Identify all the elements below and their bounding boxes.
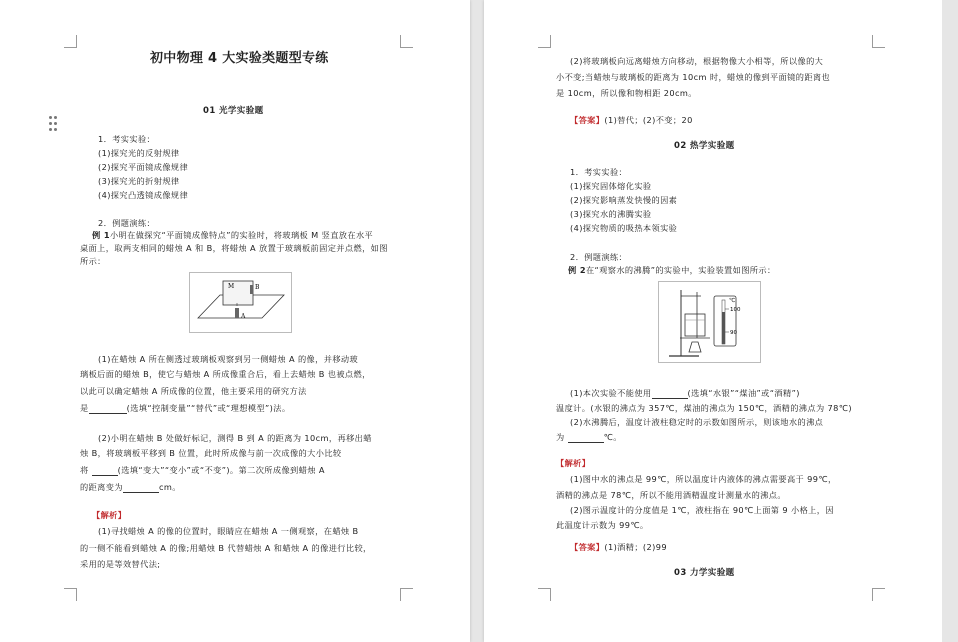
solution-line: 是 10cm，所以像和物相距 20cm。 — [556, 88, 697, 98]
section-heading-thermal: 02 热学实验题 — [674, 141, 735, 151]
boiling-experiment-figure — [658, 281, 761, 363]
analysis-label: 【解析】 — [556, 458, 591, 468]
question-1-line: 是 (选填“控制变量”“替代”或“理想模型”)法。 — [80, 403, 291, 413]
question-1-line: (1)本次实验不能使用 (选填“水银”“煤油”或“酒精”) — [570, 388, 800, 398]
section-heading-mechanics: 03 力学实验题 — [674, 568, 735, 578]
question-2-line: 将 (选填“变大”“变小”或“不变”)。第二次所成像到蜡烛 A — [80, 465, 325, 475]
example-1-line: 桌面上，取两支相同的蜡烛 A 和 B，将蜡烛 A 放置于玻璃板前固定并点燃，如图 — [80, 243, 388, 253]
exam-heading: 1．考实实验： — [98, 134, 156, 144]
example-1-line: 所示： — [80, 256, 106, 266]
example-label: 例 2 — [568, 265, 586, 275]
figure-label-a: A — [241, 313, 246, 320]
answer-blank — [568, 433, 604, 443]
question-1-line: 温度计。(水银的沸点为 357℃，煤油的沸点为 150℃，酒精的沸点为 78℃) — [556, 403, 852, 413]
answer-blank — [89, 404, 127, 414]
answer-2-line: 【答案】(1)酒精；(2)99 — [570, 542, 667, 552]
question-2-line: 的距离变为 cm。 — [80, 482, 181, 492]
question-1-line: 璃板后面的蜡烛 B，使它与蜡烛 A 所成像重合后，看上去蜡烛 B 也被点燃， — [80, 369, 371, 379]
practice-heading: 2．例题演练： — [98, 218, 156, 228]
figure-label-b: B — [255, 284, 260, 291]
margin-mark-bottom-right — [872, 588, 885, 601]
exam-heading: 1．考实实验： — [570, 167, 628, 177]
answer-1-line: 【答案】(1)替代；(2)不变；20 — [570, 115, 693, 125]
document-page-2 — [484, 0, 942, 642]
analysis-label: 【解析】 — [92, 510, 127, 520]
solution-line: 小不变;当蜡烛与玻璃板的距离为 10cm 时，蜡烛的像到平面镜的距离也 — [556, 72, 831, 82]
vertical-scrollbar[interactable] — [942, 0, 958, 642]
exam-item: (2)探究平面镜成像规律 — [98, 162, 189, 172]
margin-mark-top-left — [64, 35, 77, 48]
question-2-line: (2)小明在蜡烛 B 处做好标记，测得 B 到 A 的距离为 10cm，再移出蜡 — [98, 433, 372, 443]
exam-item: (1)探究光的反射规律 — [98, 148, 180, 158]
exam-item: (1)探究固体熔化实验 — [570, 181, 652, 191]
analysis-line: 的一侧不能看到蜡烛 A 的像;用蜡烛 B 代替蜡烛 A 和蜡烛 A 的像进行比较， — [80, 543, 372, 553]
question-2-line: 为 ℃。 — [556, 432, 622, 442]
question-2-line: 烛 B，将玻璃板平移到 B 位置，此时所成像与前一次成像的大小比较 — [80, 448, 342, 458]
analysis-line: 此温度计示数为 99℃。 — [556, 520, 649, 530]
analysis-line: 酒精的沸点是 78℃，所以不能用酒精温度计测量水的沸点。 — [556, 490, 786, 500]
answer-label: 【答案】 — [570, 115, 605, 125]
practice-heading: 2．例题演练： — [570, 252, 628, 262]
margin-mark-top-right — [400, 35, 413, 48]
margin-mark-bottom-left — [64, 588, 77, 601]
exam-item: (2)探究影响蒸发快慢的因素 — [570, 195, 678, 205]
answer-label: 【答案】 — [570, 542, 605, 552]
answer-blank — [123, 483, 159, 493]
thermometer-tick-90: 90 — [730, 330, 737, 336]
exam-item: (3)探究水的沸腾实验 — [570, 209, 652, 219]
thermometer-unit-label: ℃ — [729, 298, 736, 304]
analysis-line: (2)图示温度计的分度值是 1℃，液柱指在 90℃上面第 9 小格上，因 — [570, 505, 834, 515]
analysis-line: 采用的是等效替代法; — [80, 559, 161, 569]
exam-item: (4)探究物质的吸热本领实验 — [570, 223, 678, 233]
answer-blank — [92, 466, 118, 476]
example-label: 例 1 — [92, 230, 110, 240]
margin-mark-bottom-right — [400, 588, 413, 601]
document-page-1 — [0, 0, 470, 642]
section-heading-optics: 01 光学实验题 — [203, 106, 264, 116]
analysis-line: (1)图中水的沸点是 99℃，所以温度计内液体的沸点需要高于 99℃， — [570, 474, 837, 484]
mirror-experiment-figure — [189, 272, 292, 333]
margin-mark-bottom-left — [538, 588, 551, 601]
answer-blank — [652, 389, 688, 399]
example-1-line: 例 1小明在做探究“平面镜成像特点”的实验时，将玻璃板 M 竖直放在水平 — [92, 230, 374, 240]
question-1-line: (1)在蜡烛 A 所在侧透过玻璃板观察到另一侧蜡烛 A 的像，并移动玻 — [98, 354, 359, 364]
thermometer-tick-100: 100 — [730, 307, 741, 313]
margin-mark-top-right — [872, 35, 885, 48]
analysis-line: (1)寻找蜡烛 A 的像的位置时，眼睛应在蜡烛 A 一侧观察，在蜡烛 B — [98, 526, 359, 536]
exam-item: (3)探究光的折射规律 — [98, 176, 180, 186]
document-title: 初中物理 4 大实验类题型专练 — [150, 51, 329, 66]
question-1-line: 以此可以确定蜡烛 A 所成像的位置，他主要采用的研究方法 — [80, 386, 307, 396]
solution-line: (2)将玻璃板向远离蜡烛方向移动，根据物像大小相等，所以像的大 — [570, 56, 824, 66]
block-drag-handle-icon[interactable] — [49, 116, 57, 132]
question-2-line: (2)水沸腾后，温度计液柱稳定时的示数如图所示，则该地水的沸点 — [570, 417, 824, 427]
margin-mark-top-left — [538, 35, 551, 48]
figure-label-m: M — [228, 283, 235, 290]
example-2-line: 例 2在“观察水的沸腾”的实验中，实验装置如图所示： — [568, 265, 776, 275]
exam-item: (4)探究凸透镜成像规律 — [98, 190, 189, 200]
